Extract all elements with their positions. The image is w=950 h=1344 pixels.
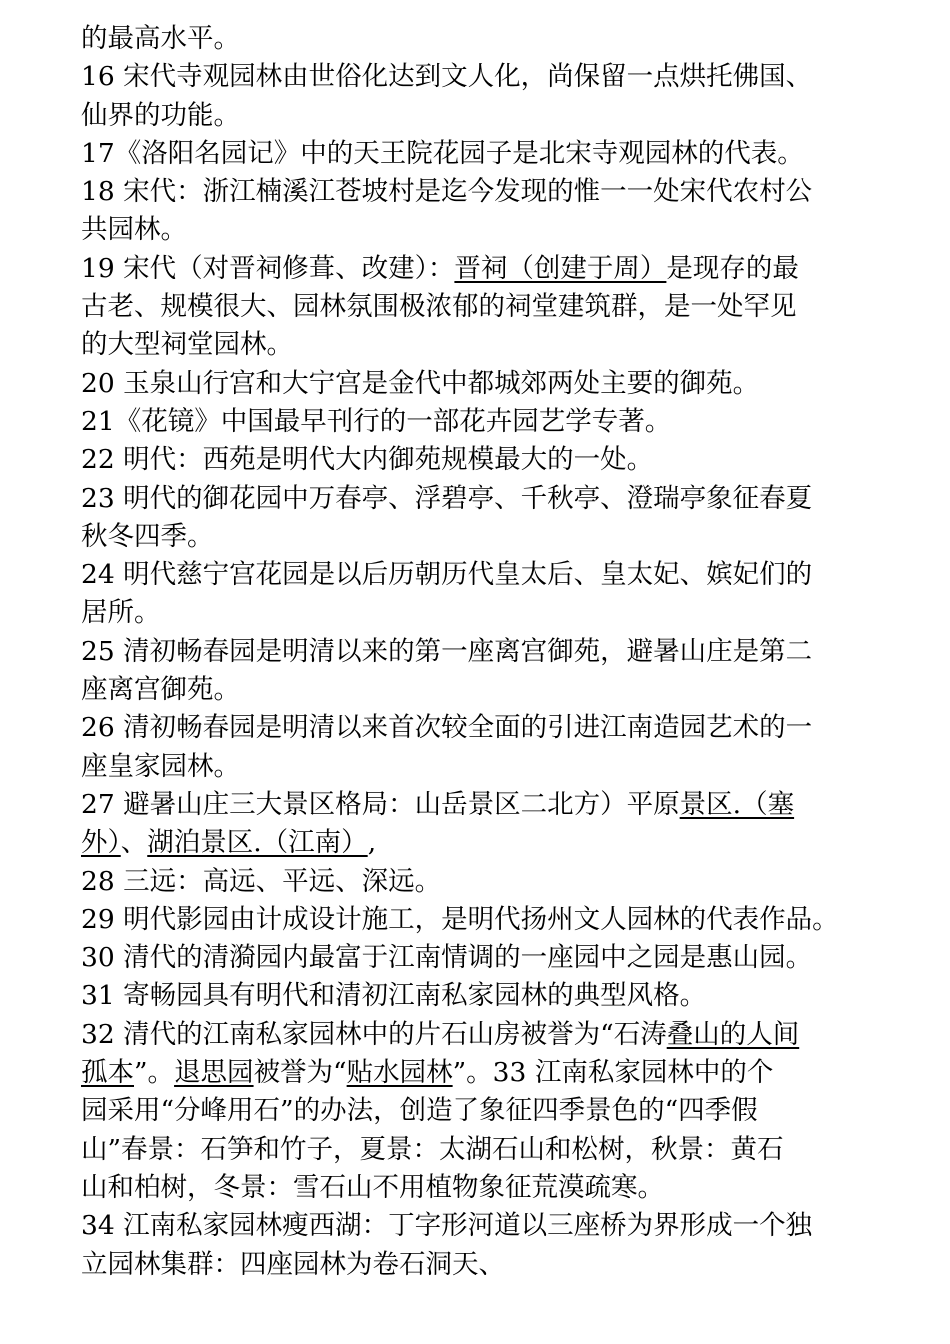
- text-span: 居所。: [81, 597, 161, 629]
- text-span: 山和柏树，冬景：雪石山不用植物象征荒漠疏寒。: [81, 1171, 664, 1203]
- text-span: 山”春景：石笋和竹子，夏景：太湖石山和松树，秋景：黄石: [81, 1133, 784, 1165]
- text-span: 16 宋代寺观园林由世俗化达到文人化，尚保留一点烘托佛国、: [81, 61, 813, 93]
- text-line-24: [81, 901, 890, 939]
- text-line-30: [81, 1131, 890, 1169]
- text-line-1: [81, 20, 890, 58]
- text-span: 的大型祠堂园林。: [81, 329, 293, 361]
- text-line-5: [81, 173, 890, 211]
- text-span: 29 明代影园由计成设计施工，是明代扬州文人园林的代表作品。: [81, 903, 839, 935]
- text-line-33: [81, 1246, 890, 1284]
- text-span: 共园林。: [81, 214, 187, 246]
- text-line-18: [81, 671, 890, 709]
- text-line-27: [81, 1016, 890, 1054]
- underlined-text: 贴水园林: [346, 1057, 453, 1089]
- text-line-15: [81, 556, 890, 594]
- text-line-3: [81, 97, 890, 135]
- text-line-32: [81, 1207, 890, 1245]
- text-line-17: [81, 633, 890, 671]
- text-span: 19 宋代（对晋祠修葺、改建）：: [81, 252, 455, 284]
- text-line-16: [81, 594, 890, 632]
- text-line-20: [81, 748, 890, 786]
- text-span: 30 清代的清漪园内最富于江南情调的一座园中之园是惠山园。: [81, 942, 813, 974]
- text-span: 31 寄畅园具有明代和清初江南私家园林的典型风格。: [81, 980, 707, 1012]
- text-line-13: [81, 480, 890, 518]
- text-line-21: [81, 786, 890, 824]
- text-span: 17《洛阳名园记》中的天王院花园子是北宋寺观园林的代表。: [81, 137, 804, 169]
- text-line-19: [81, 709, 890, 747]
- text-span: ,: [367, 827, 377, 859]
- text-line-8: [81, 288, 890, 326]
- text-span: 34 江南私家园林瘦西湖：丁字形河道以三座桥为界形成一个独: [81, 1210, 813, 1242]
- text-span: 18 宋代：浙江楠溪江苍坡村是迄今发现的惟一一处宋代农村公: [81, 176, 813, 208]
- text-line-12: [81, 441, 890, 479]
- text-span: 24 明代慈宁宫花园是以后历朝历代皇太后、皇太妃、嫔妃们的: [81, 559, 813, 591]
- text-line-14: [81, 518, 890, 556]
- text-line-7: [81, 250, 890, 288]
- text-line-10: [81, 365, 890, 403]
- underlined-text: 孤本: [81, 1057, 134, 1089]
- text-span: 是现存的最: [666, 252, 799, 284]
- text-line-11: [81, 403, 890, 441]
- text-line-22: [81, 824, 890, 862]
- text-span: 32 清代的江南私家园林中的片石山房被誉为“石涛: [81, 1018, 667, 1050]
- text-span: 秋冬四季。: [81, 520, 214, 552]
- text-span: 28 三远：高远、平远、深远。: [81, 865, 442, 897]
- text-span: ”。33 江南私家园林中的个: [452, 1057, 774, 1089]
- text-span: 21《花镜》中国最早刊行的一部花卉园艺学专著。: [81, 405, 672, 437]
- text-span: 20 玉泉山行宫和大宁宫是金代中都城郊两处主要的御苑。: [81, 367, 760, 399]
- text-span: 仙界的功能。: [81, 99, 240, 131]
- text-span: 、: [120, 827, 148, 859]
- underlined-text: 叠山的人间: [666, 1018, 800, 1050]
- text-span: 26 清初畅春园是明清以来首次较全面的引进江南造园艺术的一: [81, 712, 813, 744]
- text-span: 25 清初畅春园是明清以来的第一座离宫御苑，避暑山庄是第二: [81, 635, 813, 667]
- text-span: 被誉为“: [253, 1057, 347, 1089]
- text-span: 园采用“分峰用石”的办法，创造了象征四季景色的“四季假: [81, 1095, 758, 1127]
- underlined-text: 晋祠（创建于周）: [454, 252, 667, 284]
- text-line-29: [81, 1092, 890, 1130]
- text-span: 古老、规模很大、园林氛围极浓郁的祠堂建筑群，是一处罕见: [81, 291, 797, 323]
- underlined-text: 外）: [81, 827, 121, 859]
- text-line-31: [81, 1169, 890, 1207]
- underlined-text: 景区.（塞: [679, 788, 795, 820]
- underlined-text: 退思园: [174, 1057, 254, 1089]
- text-span: 22 明代：西苑是明代大内御苑规模最大的一处。: [81, 444, 654, 476]
- text-span: 座皇家园林。: [81, 750, 240, 782]
- text-span: 的最高水平。: [81, 23, 240, 54]
- text-span: 27 避暑山庄三大景区格局：山岳景区二北方）平原: [81, 788, 680, 820]
- text-line-6: [81, 211, 890, 249]
- text-line-2: [81, 58, 890, 96]
- text-line-26: [81, 977, 890, 1015]
- text-span: 23 明代的御花园中万春亭、浮碧亭、千秋亭、澄瑞亭象征春夏: [81, 482, 813, 514]
- text-line-9: [81, 326, 890, 364]
- text-line-23: [81, 863, 890, 901]
- text-line-25: [81, 939, 890, 977]
- text-span: ”。: [134, 1057, 175, 1089]
- underlined-text: 湖泊景区.（江南）: [147, 827, 368, 859]
- text-span: 座离宫御苑。: [81, 674, 240, 706]
- text-span: 立园林集群：四座园林为卷石洞天、: [81, 1248, 505, 1280]
- text-line-28: [81, 1054, 890, 1092]
- text-line-4: [81, 135, 890, 173]
